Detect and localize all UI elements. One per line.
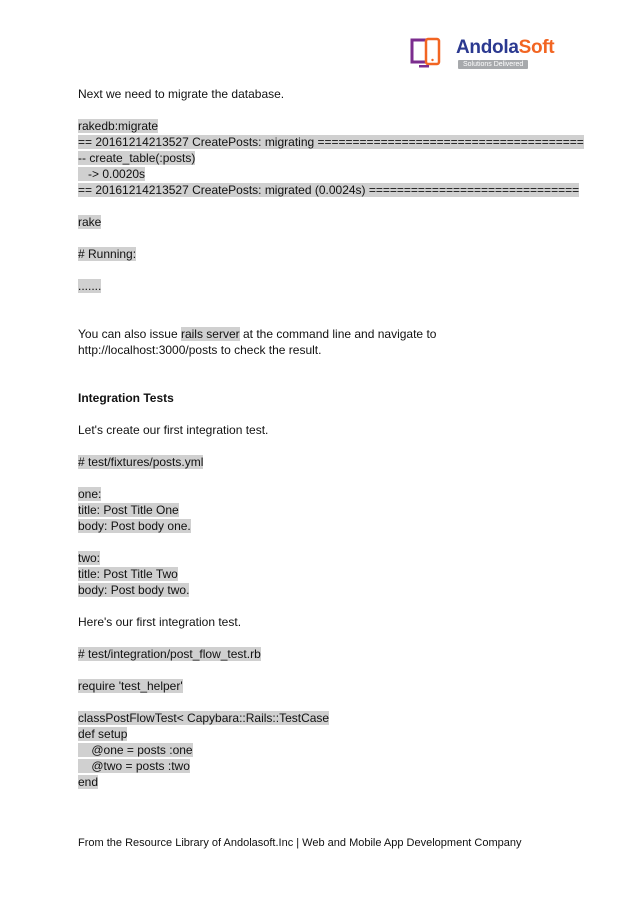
fixtures-comment: # test/fixtures/posts.yml bbox=[78, 455, 204, 469]
progress-dots: ....... bbox=[78, 279, 102, 293]
code-line bbox=[78, 742, 578, 758]
server-command: rails server bbox=[180, 327, 240, 341]
running-comment: # Running: bbox=[78, 247, 137, 261]
code-text: body: Post body two. bbox=[78, 583, 190, 597]
code-text: body: Post body one. bbox=[78, 519, 191, 533]
code-text: title: Post Title One bbox=[78, 503, 179, 517]
server-paragraph bbox=[78, 326, 578, 342]
page-footer: From the Resource Library of Andolasoft.Inc | Web and Mobile App Development Company bbox=[78, 837, 522, 849]
code-line bbox=[78, 134, 584, 150]
code-line bbox=[78, 486, 578, 502]
code-text: -- create_table(:posts) bbox=[78, 151, 196, 165]
code-line bbox=[78, 518, 578, 534]
code-text: == 20161214213527 CreatePosts: migrated (0.0024s) ============================== bbox=[78, 183, 580, 197]
code-text: rakedb:migrate bbox=[78, 119, 159, 133]
code-line bbox=[78, 278, 578, 294]
first-test-intro: Here's our first integration test. bbox=[78, 615, 242, 629]
server-paragraph-line2: http://localhost:3000/posts to check the result. bbox=[78, 343, 322, 357]
code-text: @two = posts :two bbox=[78, 759, 190, 773]
rake-command: rake bbox=[78, 215, 102, 229]
document-body bbox=[78, 86, 584, 790]
code-text: title: Post Title Two bbox=[78, 567, 178, 581]
code-line bbox=[78, 550, 578, 566]
code-line bbox=[78, 566, 578, 582]
code-line bbox=[78, 710, 578, 726]
code-line bbox=[78, 774, 578, 790]
code-text: classPostFlowTest< Capybara::Rails::TestCase bbox=[78, 711, 330, 725]
code-line bbox=[78, 150, 578, 166]
code-text: end bbox=[78, 775, 99, 789]
code-text: == 20161214213527 CreatePosts: migrating ====================================== bbox=[78, 135, 584, 149]
logo-tagline: Solutions Delivered bbox=[458, 60, 528, 69]
code-text: def setup bbox=[78, 727, 128, 741]
code-line bbox=[78, 454, 578, 470]
server-text-after: at the command line and navigate to bbox=[239, 327, 437, 341]
code-line bbox=[78, 678, 578, 694]
server-text-before: You can also issue bbox=[78, 327, 181, 341]
code-line bbox=[78, 166, 578, 182]
code-line bbox=[78, 502, 578, 518]
code-line bbox=[78, 726, 578, 742]
code-line bbox=[78, 118, 578, 134]
code-line bbox=[78, 182, 578, 198]
integration-intro: Let's create our first integration test. bbox=[78, 423, 269, 437]
company-logo bbox=[410, 35, 570, 75]
code-text: one: bbox=[78, 487, 102, 501]
code-line bbox=[78, 214, 578, 230]
code-line bbox=[78, 582, 578, 598]
code-text: two: bbox=[78, 551, 101, 565]
code-line bbox=[78, 758, 578, 774]
section-heading: Integration Tests bbox=[78, 391, 174, 405]
code-line bbox=[78, 646, 578, 662]
require-line: require 'test_helper' bbox=[78, 679, 183, 693]
code-line bbox=[78, 246, 578, 262]
andolasoft-logo-icon bbox=[410, 35, 454, 73]
code-text: @one = posts :one bbox=[78, 743, 193, 757]
migrate-intro: Next we need to migrate the database. bbox=[78, 87, 285, 101]
test-file-comment: # test/integration/post_flow_test.rb bbox=[78, 647, 261, 661]
logo-wordmark: AndolaSoft bbox=[456, 37, 555, 58]
code-text: -> 0.0020s bbox=[78, 167, 146, 181]
